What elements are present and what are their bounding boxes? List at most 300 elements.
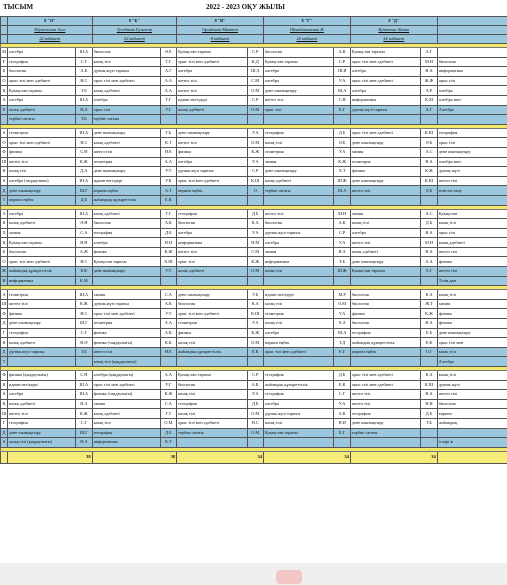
room-code: Н.М (247, 238, 263, 248)
room-code: А.К (76, 67, 92, 77)
lesson-name: орыс тілі (437, 228, 507, 238)
lesson-name: Қазақстан тарихы (263, 57, 333, 67)
lesson-name: орыс тілі мен әдебиеті (177, 57, 247, 67)
lesson-name: география (437, 128, 507, 138)
room-code: Е.К (334, 380, 350, 390)
lesson-name: информатика (8, 276, 76, 286)
lesson-row (1, 371, 507, 381)
lesson-name (437, 115, 507, 125)
room-code: Ә.Б (421, 138, 437, 148)
lesson-name (263, 357, 333, 367)
lesson-name: информатика (263, 257, 333, 267)
row-letter: Д (1, 186, 8, 196)
lesson-name: алгебра (350, 67, 420, 77)
lesson-name: казақ тілі (263, 267, 333, 277)
room-code: А.К (160, 328, 176, 338)
room-code (421, 428, 437, 438)
room-code: Н.С (76, 138, 92, 148)
lesson-name: физика (350, 309, 420, 319)
lesson-name: география (350, 409, 420, 419)
page-margin (0, 563, 507, 585)
room-code: Д.А (76, 167, 92, 177)
lesson-name: алгебра (437, 86, 507, 96)
lesson-name: шетел тілі (263, 95, 333, 105)
room-code: А.К (247, 380, 263, 390)
lesson-row (1, 209, 507, 219)
lesson-name: алгебра мен (437, 95, 507, 105)
room-code: О.М (247, 105, 263, 115)
lesson-name: казақ әдебиеті (437, 238, 507, 248)
class-name-row-cell: 8 "В" (177, 17, 264, 26)
lesson-name: Қазақстан тарихы (177, 48, 247, 58)
lesson-name: алгебра мен (437, 157, 507, 167)
row-letter: Х (1, 228, 8, 238)
room-code: К.Ж (160, 247, 176, 257)
weekly-hours-total: 34 (263, 451, 350, 463)
lesson-name: биология (92, 48, 160, 58)
room-code: Е.К (421, 338, 437, 348)
lesson-name: Қазақстан тарихы (263, 428, 333, 438)
room-code: А.Г (421, 267, 437, 277)
lesson-name: дене шынықтыру (8, 428, 76, 438)
lesson-name (177, 115, 247, 125)
room-code: Ш.Г (76, 319, 92, 329)
room-code (334, 115, 350, 125)
lesson-name: орыс тілі мен әдебиеті (350, 371, 420, 381)
lesson-name: физика (437, 309, 507, 319)
room-code: А.С (421, 147, 437, 157)
lesson-name: орыс тілі мен әдебиеті (92, 76, 160, 86)
lesson-name: Қазақстан тарихы (92, 257, 160, 267)
room-code: У.К (160, 176, 176, 186)
room-code: К.М (421, 95, 437, 105)
room-code: Е.Г (334, 347, 350, 357)
room-code (334, 438, 350, 448)
row-letter: К (1, 167, 8, 177)
room-code: К.Ж (247, 328, 263, 338)
room-code: С.Р (334, 228, 350, 238)
class-room-row-cell: 8 кабинет (177, 35, 264, 44)
room-code: К.Ж (76, 299, 92, 309)
row-letter: Ш (1, 157, 8, 167)
lesson-name: казақ тілі (263, 319, 333, 329)
room-code: Д.Б (421, 186, 437, 196)
row-letter: Ж (1, 267, 8, 277)
room-code: Д.Б (76, 195, 92, 205)
room-code: Н.Ә (76, 338, 92, 348)
lesson-name: орыс тілі мен әдебиеті (177, 418, 247, 428)
lesson-name: казақ тілі (92, 418, 160, 428)
row-letter: Д (1, 319, 8, 329)
lesson-name: биология (177, 299, 247, 309)
lesson-name: шетел тілі (350, 399, 420, 409)
room-code: К.Ж (160, 390, 176, 400)
room-code: У.Б (247, 290, 263, 300)
lesson-row (1, 309, 507, 319)
header-spacer (1, 26, 8, 35)
lesson-name: орыс тілі (92, 105, 160, 115)
room-code: А.А (160, 86, 176, 96)
lesson-name: геометрия (263, 147, 333, 157)
room-code: Ә.Б (334, 138, 350, 148)
room-code: К.А (247, 219, 263, 229)
lesson-name: өзін-өзі тану (437, 186, 507, 196)
class-name-row (1, 17, 507, 26)
lesson-name: Қазақстан тарихы (177, 371, 247, 381)
room-code: А.К (334, 219, 350, 229)
row-letter: А (1, 390, 8, 400)
room-code: Д.Б (334, 128, 350, 138)
room-code: Е.Г (334, 105, 350, 115)
room-code: Г.Т (160, 409, 176, 419)
lesson-name: география (92, 228, 160, 238)
lesson-name: казақ әдебиеті (263, 176, 333, 186)
lesson-name: шетел тілі (177, 86, 247, 96)
lesson-name: география (177, 399, 247, 409)
lesson-name: биология (177, 219, 247, 229)
lesson-name: орыс тілі мен әдебиеті (8, 257, 76, 267)
row-letter: Д (1, 428, 8, 438)
lesson-row (1, 319, 507, 329)
row-letter: А (1, 209, 8, 219)
lesson-name: шетел тілі (177, 138, 247, 148)
lesson-row (1, 67, 507, 77)
lesson-name: физика (437, 319, 507, 329)
room-code: С.Р (247, 48, 263, 58)
lesson-name: дене шынықтыру (92, 167, 160, 177)
room-code: Н.А (76, 399, 92, 409)
room-code (421, 357, 437, 367)
room-code: Н.Н (334, 418, 350, 428)
lesson-name (350, 357, 420, 367)
row-letter: Ш (1, 409, 8, 419)
lesson-name: алгебра (8, 390, 76, 400)
room-code: Д.Б (334, 371, 350, 381)
weekly-hours-total: 34 (350, 451, 437, 463)
room-code: Д.Б (421, 219, 437, 229)
room-code (247, 195, 263, 205)
room-code: С.А (76, 228, 92, 238)
lesson-name: дүниж.жүзі тарихы (92, 67, 160, 77)
lesson-name (177, 438, 247, 448)
lesson-name: орыс тілі мен әдебиеті (92, 380, 160, 390)
room-code: К.Ш (421, 128, 437, 138)
room-code: А.К (334, 409, 350, 419)
room-code: А.Ж (76, 247, 92, 257)
class-teacher-row-cell: Тулебаева Гульжан (92, 26, 177, 35)
lesson-row (1, 219, 507, 229)
room-code: Б.Б (421, 328, 437, 338)
lesson-name: шетел тілі (263, 209, 333, 219)
room-code: А.К (160, 299, 176, 309)
room-code: Ә.Е (160, 48, 176, 58)
lesson-name (350, 438, 420, 448)
lesson-row (1, 157, 507, 167)
room-code: С.Г (76, 57, 92, 67)
row-letter: А (1, 438, 8, 448)
room-code: О.М (247, 86, 263, 96)
lesson-name: биология (350, 319, 420, 329)
lesson-name: идамн негіздері (177, 95, 247, 105)
weekly-hours-total: 34 (177, 451, 264, 463)
room-code: К.Т (160, 138, 176, 148)
lesson-name: Қазақстан тарихы (8, 86, 76, 96)
lesson-name: орыс тілі (437, 138, 507, 148)
lesson-row (1, 276, 507, 286)
lesson-name: шетел тілі (437, 390, 507, 400)
room-code: У.Г (160, 105, 176, 115)
room-code: У.Г (160, 380, 176, 390)
lesson-name: орыс тілі мен әдебиеті (8, 138, 76, 148)
lesson-row (1, 57, 507, 67)
lesson-name: физика (350, 167, 420, 177)
lesson-name: физика (таңдаулығы) (92, 390, 160, 400)
lesson-name: орыс тілі мен әдебиеті (92, 309, 160, 319)
lesson-name: шетел тілі (8, 409, 76, 419)
lesson-name: орыс тілі мен әдебиеті (350, 380, 420, 390)
room-code: А.Р (421, 86, 437, 96)
room-code: Т.Б (76, 115, 92, 125)
lesson-name: шетел тілі (350, 186, 420, 196)
room-code: С.Н (76, 371, 92, 381)
lesson-name: казақ әдебиеті (8, 105, 76, 115)
lesson-name: биология (437, 57, 507, 67)
room-code: Ш.А (76, 128, 92, 138)
room-code: К.Ж (421, 167, 437, 177)
room-code: К.Ж (247, 257, 263, 267)
room-code: М.Н (421, 57, 437, 67)
room-code: Ш.А (76, 209, 92, 219)
lesson-name: Қазақстан тарихы (350, 48, 420, 58)
lesson-name: шетел тілі (8, 299, 76, 309)
lesson-name: шетел тілі (8, 157, 76, 167)
lesson-row (1, 328, 507, 338)
weekly-hours-total: 38 (92, 451, 177, 463)
class-teacher-row-cell: Оразбаева Мактем (177, 26, 264, 35)
lesson-row (1, 147, 507, 157)
lesson-name: казақ әдебиеті (8, 338, 76, 348)
lesson-name (350, 195, 420, 205)
room-code: О (247, 186, 263, 196)
lesson-name: идамн негіздері (8, 380, 76, 390)
lesson-row (1, 86, 507, 96)
room-code: Х.Т (334, 167, 350, 177)
room-code: Н.С (76, 257, 92, 267)
room-code: Ж.Ф (421, 76, 437, 86)
lesson-name: химия (92, 290, 160, 300)
room-code: К.Ш (247, 176, 263, 186)
room-code: С.Н (334, 95, 350, 105)
lesson-name: көркем еңбек (177, 186, 247, 196)
room-code: К.Ж (334, 157, 350, 167)
lesson-row (1, 138, 507, 148)
lesson-row (1, 299, 507, 309)
lesson-name: география (8, 57, 76, 67)
room-code: С.М (247, 76, 263, 86)
room-code: А.А (160, 157, 176, 167)
lesson-name: Қазақстан (437, 209, 507, 219)
totals-row (1, 451, 507, 463)
row-letter: К (1, 380, 8, 390)
lesson-row (1, 257, 507, 267)
room-code: Ш.А (334, 186, 350, 196)
header-title: 2022 - 2023 ОҚУ ЖЫЛЫ (206, 3, 285, 11)
lesson-name: шетел тілі (350, 390, 420, 400)
room-code: Н.С (247, 418, 263, 428)
room-code: Н.А (421, 319, 437, 329)
lesson-name: Қазақстан тарихы (8, 238, 76, 248)
room-code (334, 357, 350, 367)
room-code: А.Г (160, 67, 176, 77)
lesson-name (263, 195, 333, 205)
room-code: Т.Б (76, 347, 92, 357)
room-code: С.Р (334, 57, 350, 67)
lesson-name: биология (437, 399, 507, 409)
room-code: О.Г (421, 347, 437, 357)
lesson-name: шетел тілі (350, 238, 420, 248)
room-code: Н.Н (421, 399, 437, 409)
lesson-row (1, 338, 507, 348)
room-code: А.К (334, 48, 350, 58)
room-code: А.А (160, 371, 176, 381)
room-code: Е.Г (334, 428, 350, 438)
lesson-name: казақ әдебиеті (350, 247, 420, 257)
room-code: Н.Е (160, 347, 176, 357)
room-code (247, 115, 263, 125)
row-letter: Б (1, 247, 8, 257)
class-teacher-row-cell: Шынбатхаевна Ж (263, 26, 350, 35)
room-code: Д.Б (421, 409, 437, 419)
lesson-name: дүниж.жүзі тарихы (263, 228, 333, 238)
room-code: Т.Г (160, 57, 176, 67)
room-code: У.А (334, 147, 350, 157)
row-letter: К (1, 219, 8, 229)
lesson-name: орыс тілі (177, 257, 247, 267)
class-room-row (1, 35, 507, 44)
lesson-name: жаһандық құзыреттілік (92, 195, 160, 205)
room-code: Ш.А (76, 380, 92, 390)
lesson-name: география (92, 428, 160, 438)
lesson-name: тербие сағаты (8, 115, 76, 125)
room-code (421, 115, 437, 125)
room-code: К.Ш (421, 176, 437, 186)
row-letter: О (1, 76, 8, 86)
lesson-name: идамн негіздері (92, 176, 160, 186)
room-code: О.М (160, 418, 176, 428)
lesson-name: көркем (437, 409, 507, 419)
header-edge (437, 35, 507, 44)
lesson-row (1, 48, 507, 58)
row-letter: И (1, 276, 8, 286)
lesson-name: дене шынықтыру (350, 418, 420, 428)
room-code: С.Г (76, 328, 92, 338)
lesson-name: жаһандық құзыреттілік (350, 338, 420, 348)
lesson-row (1, 399, 507, 409)
room-code: С.Г (334, 390, 350, 400)
room-code: С.Р (247, 95, 263, 105)
lesson-name: көркем еңбек (350, 347, 420, 357)
lesson-name: алгебра (қаңдаулығы) (92, 371, 160, 381)
room-code: Т.Д (334, 338, 350, 348)
room-code: У.А (334, 76, 350, 86)
lesson-name: казақ тілі (263, 138, 333, 148)
lesson-name: алгебра (177, 67, 247, 77)
lesson-name: химия (437, 299, 507, 309)
room-code: Н.С (76, 309, 92, 319)
lesson-name: алгебра (177, 157, 247, 167)
lesson-name (350, 115, 420, 125)
lesson-name: тербие сағаты (92, 115, 160, 125)
room-code: У.Т (160, 167, 176, 177)
lesson-name: дүниж.жүзі тарихы (8, 347, 76, 357)
room-code: Х.А (334, 319, 350, 329)
lesson-name: алгебра (350, 228, 420, 238)
lesson-name: физика (қаңдаулығы) (8, 371, 76, 381)
lesson-name: биология (177, 380, 247, 390)
room-code: У.А (247, 157, 263, 167)
lesson-name: физика (437, 257, 507, 267)
lesson-name: информатика (350, 95, 420, 105)
lesson-name: дене шынықтыру (263, 86, 333, 96)
room-code: С.Р (247, 167, 263, 177)
room-code: К.Ш (421, 380, 437, 390)
room-code: Ш.А (76, 176, 92, 186)
room-code: К.Ж (247, 147, 263, 157)
lesson-name: казақ тілі (177, 338, 247, 348)
lesson-name: орыс тілі (437, 76, 507, 86)
lesson-row (1, 380, 507, 390)
row-letter: Т (1, 357, 8, 367)
row-letter: Қ (1, 238, 8, 248)
room-code: С.А (160, 290, 176, 300)
class-room-row-cell: 44 кабинет (350, 35, 437, 44)
class-name-row-cell: 8 "Б" (92, 17, 177, 26)
lesson-name: идамн негіздері (263, 290, 333, 300)
lesson-name: алгебра (263, 238, 333, 248)
room-code: Н.С (76, 76, 92, 86)
lesson-name: алгебра (таңдаулығы) (8, 176, 76, 186)
room-code: А.Г (421, 105, 437, 115)
room-code (421, 195, 437, 205)
lesson-name (263, 276, 333, 286)
lesson-name: казақ әдебиеті (92, 209, 160, 219)
row-letter: Б (1, 67, 8, 77)
room-code: А.Т (160, 186, 176, 196)
lesson-name: дене шынықтыру (437, 147, 507, 157)
lesson-name: шетел тілі (437, 267, 507, 277)
room-code: Н.А (76, 438, 92, 448)
photo-blemish (276, 570, 302, 584)
lesson-name: казақ әдебиеті (92, 138, 160, 148)
row-letter: Т (1, 195, 8, 205)
lesson-name: казақ әдебиеті (92, 86, 160, 96)
lesson-row (1, 167, 507, 177)
lesson-name: алгебра (8, 95, 76, 105)
lesson-name: Алгебра (437, 357, 507, 367)
room-code: А.С (421, 209, 437, 219)
lesson-name: химия (92, 399, 160, 409)
lesson-row (1, 390, 507, 400)
lesson-name: геометрия (92, 157, 160, 167)
room-code: К.М (76, 276, 92, 286)
lesson-name: казақ әдебиеті (8, 219, 76, 229)
lesson-name: физика (92, 328, 160, 338)
lesson-name: география (263, 128, 333, 138)
class-room-row-cell: 24 кабинет (263, 35, 350, 44)
lesson-name: биология (8, 247, 76, 257)
lesson-name: орыс тілі мен әдебиеті (177, 176, 247, 186)
room-code: О.М (247, 338, 263, 348)
